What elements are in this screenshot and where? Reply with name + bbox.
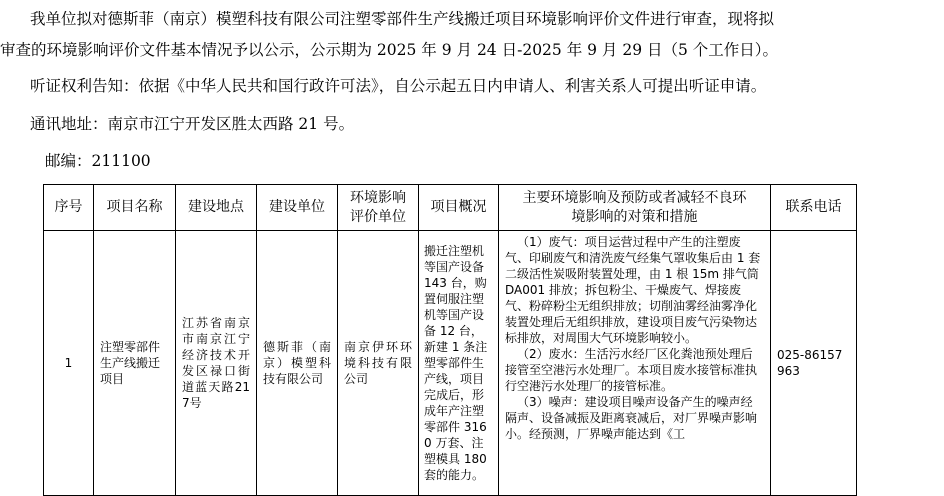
header-eia-unit-line-2: 评价单位 [350,208,406,225]
header-project-name: 项目名称 [94,185,176,231]
postcode: 邮编：211100 [45,152,151,170]
table-row [44,231,857,496]
cell-overview: 搬迁注塑机等国产设备 143 台，购置伺服注塑机等国产设备 12 台，新建 1 条注塑零部件生产线，项目完成后，形成年产注塑零部件 3160 万套、注塑模具 180 套的能力。 [419,231,499,496]
effects-water: （2）废水：生活污水经厂区化粪池预处理后接管至空港污水处理厂。本项目废水接管标准执行空港污水处理厂的接管标准。 [505,347,758,393]
cell-effects [499,231,771,496]
cell-eia-unit: 南京伊环环境科技有限公司 [338,231,419,496]
effects-gas: （1）废气：项目运营过程中产生的注塑废气、印刷废气和清洗废气经集气罩收集后由 1 套二级活性炭吸附装置处理，由 1 根 15m 排气筒 DA001 排放；拆包粉尘、干燥废气、焊接废气、粉碎粉尘无组织排放；切削油雾经油雾净化装置处理后无组织排放，建设项目废气污染物达标排放，对周围大气环境影响较小。 [505,235,761,345]
header-location: 建设地点 [176,185,257,231]
header-effects-line-2: 境影响的对策和措施 [571,208,698,225]
cell-location: 江苏省南京市南京江宁经济技术开发区禄口街道蓝天路217号 [176,231,257,496]
mailing-address: 通讯地址：南京市江宁开发区胜太西路 21 号。 [30,115,355,133]
table-header-row [44,185,857,231]
header-effects [499,185,771,231]
cell-no: 1 [44,231,94,496]
intro-line-1: 我单位拟对德斯菲（南京）模塑科技有限公司注塑零部件生产线搬迁项目环境影响评价文件进行审查，现将拟 [30,10,775,28]
cell-phone: 025-86157963 [771,231,857,496]
cell-builder: 德斯菲（南京）模塑科技有限公司 [257,231,338,496]
hearing-notice: 听证权利告知：依据《中华人民共和国行政许可法》，自公示起五日内申请人、利害关系人可提出听证申请。 [30,77,767,95]
eia-notice-table [43,184,857,496]
cell-project-name: 注塑零部件生产线搬迁项目 [94,231,176,496]
header-builder: 建设单位 [257,185,338,231]
header-eia-unit [338,185,419,231]
header-effects-line-1: 主要环境影响及预防或者减轻不良环 [522,189,747,206]
header-phone: 联系电话 [771,185,857,231]
header-no: 序号 [44,185,94,231]
intro-line-2: 审查的环境影响评价文件基本情况予以公示，公示期为 2025 年 9 月 24 日-2025 年 9 月 29 日（5 个工作日）。 [0,41,779,59]
header-eia-unit-line-1: 环境影响 [350,189,406,206]
header-overview: 项目概况 [419,185,499,231]
effects-noise: （3）噪声：建设项目噪声设备产生的噪声经隔声、设备减振及距离衰减后，对厂界噪声影响小。经预测，厂界噪声能达到《工 [505,395,758,441]
